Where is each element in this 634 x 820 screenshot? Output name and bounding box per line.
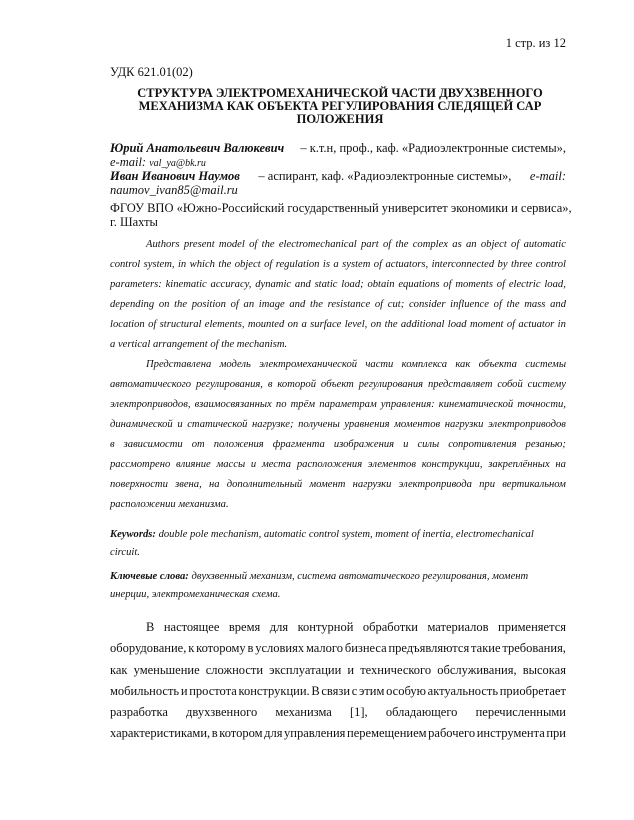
abstract-russian — [110, 355, 566, 515]
word: предъявляются — [388, 641, 470, 656]
word: electric — [508, 279, 541, 290]
word: the — [261, 239, 275, 250]
word: present — [183, 239, 215, 250]
word: дополнительный — [226, 479, 303, 490]
word: an — [466, 239, 477, 250]
word: места — [261, 459, 292, 470]
abstract-line: расположении механизма. — [110, 499, 229, 510]
word: on — [158, 299, 170, 310]
word: and — [550, 299, 566, 310]
word: moment — [469, 319, 504, 330]
affiliation — [110, 201, 572, 229]
body-paragraph — [110, 617, 566, 745]
word: время — [228, 620, 261, 634]
author-2-name: Иван Иванович Наумов — [110, 169, 240, 183]
word: in — [557, 319, 566, 330]
word: конструкции, — [421, 459, 483, 470]
word: в — [110, 439, 115, 450]
author-2-email-label: e-mail: — [529, 169, 566, 183]
word: of — [230, 299, 239, 310]
word: и — [347, 662, 355, 677]
word: control — [535, 259, 566, 270]
word: контурной — [297, 620, 354, 634]
word: position — [191, 299, 226, 310]
word: по — [275, 399, 287, 410]
title-line: ПОЛОЖЕНИЯ — [296, 112, 384, 126]
word: высокая — [522, 662, 566, 677]
word: сопротивления — [448, 439, 517, 450]
word: динамической — [110, 419, 173, 430]
word: load; — [341, 279, 364, 290]
word: управления — [284, 726, 346, 741]
word: момент — [309, 479, 346, 490]
author-2-desc: – аспирант, каф. «Радиоэлектронные системы», — [258, 169, 512, 183]
word: уравнения — [344, 419, 390, 430]
abstract-line — [110, 475, 566, 495]
abstract-line — [110, 315, 566, 335]
word: как — [110, 662, 128, 677]
word: настоящее — [163, 620, 220, 634]
word: обслуживания, — [437, 662, 517, 677]
word: влияние — [176, 459, 211, 470]
abstract-line — [110, 375, 566, 395]
word: фрагмента — [272, 439, 325, 450]
word: параметрам — [319, 399, 377, 410]
word: вертикальном — [502, 479, 566, 490]
word: level, — [344, 319, 368, 330]
word: эксплуатации — [269, 662, 342, 677]
word: electromechanical — [278, 239, 357, 250]
abstract-line: a vertical arrangement of the mechanism. — [110, 339, 288, 350]
word: нагрузки — [352, 479, 392, 490]
word: [1], — [349, 705, 368, 720]
word: актуальность — [427, 683, 499, 698]
word: характеристиками, — [110, 726, 211, 741]
word: расположения — [296, 459, 363, 470]
author-1 — [110, 141, 566, 171]
keywords-russian — [110, 568, 566, 604]
word: mass — [524, 299, 546, 310]
word: электромеханической — [259, 359, 358, 370]
author-1-email[interactable]: val_ya@bk.ru — [149, 158, 206, 169]
word: the — [174, 299, 188, 310]
word: взаимосвязанных — [194, 399, 272, 410]
word: в — [247, 641, 254, 656]
word: location — [110, 319, 145, 330]
body-line — [110, 660, 566, 681]
word: мобильность — [110, 683, 180, 698]
abstract-line — [110, 395, 566, 415]
word: при — [479, 479, 495, 490]
word: двухзвенного — [186, 705, 258, 720]
word: и — [250, 459, 257, 470]
word: объекта — [478, 359, 517, 370]
word: управления: — [380, 399, 435, 410]
word: moments — [455, 279, 493, 290]
word: actuators, — [385, 259, 429, 270]
word: моментов — [394, 419, 441, 430]
word: статической — [187, 419, 248, 430]
word: рабочего — [428, 726, 476, 741]
word: a — [301, 319, 307, 330]
abstract-line — [110, 235, 566, 255]
word: применяется — [498, 620, 566, 634]
word: нагрузки — [444, 419, 484, 430]
word: в — [267, 379, 273, 390]
word: зависимости — [123, 439, 183, 450]
word: by — [497, 259, 508, 270]
word: of — [374, 299, 384, 310]
word: перемещением — [347, 726, 427, 741]
word: связи — [321, 683, 351, 698]
word: электроприводов, — [110, 399, 191, 410]
word: image — [258, 299, 285, 310]
word: обработки — [362, 620, 418, 634]
abstract-line — [110, 455, 566, 475]
word: требования, — [502, 641, 566, 656]
word: систему — [527, 379, 566, 390]
word: простота — [189, 683, 237, 698]
word: the — [309, 299, 323, 310]
abstract-line — [110, 435, 566, 455]
word: automatic — [523, 239, 566, 250]
word: accuracy, — [210, 279, 252, 290]
word: and — [289, 299, 306, 310]
word: resistance — [327, 299, 371, 310]
word: the — [395, 239, 409, 250]
word: трём — [290, 399, 316, 410]
word: object — [480, 239, 507, 250]
word: influence — [450, 299, 489, 310]
abstract-line — [110, 275, 566, 295]
word: и — [177, 419, 183, 430]
word: of — [373, 259, 383, 270]
word: которому — [196, 641, 246, 656]
word: of — [506, 319, 516, 330]
author-1-email-label: e-mail: — [110, 155, 147, 169]
word: точности, — [517, 399, 566, 410]
word: of — [249, 239, 258, 250]
word: электроприводов — [488, 419, 566, 430]
word: of — [382, 239, 392, 250]
word: бизнеса — [344, 641, 387, 656]
word: такие — [471, 641, 501, 656]
word: which — [189, 259, 215, 270]
word: к — [188, 641, 195, 656]
word: материалов — [427, 620, 489, 634]
word: of — [264, 259, 273, 270]
word: mounted — [247, 319, 285, 330]
word: разработка — [110, 705, 168, 720]
affiliation-line: г. Шахты — [110, 215, 158, 229]
word: обладающего — [385, 705, 458, 720]
article-title — [110, 87, 570, 126]
word: of — [443, 279, 452, 290]
word: actuator — [518, 319, 555, 330]
affiliation-line: ФГОУ ВПО «Южно-Российский государственный университет экономики и сервиса», — [110, 201, 572, 215]
word: механизма — [275, 705, 332, 720]
word: рассмотрено — [110, 459, 171, 470]
word: закреплённых — [488, 459, 550, 470]
word: Authors — [146, 239, 180, 250]
word: с — [351, 683, 358, 698]
word: при — [546, 726, 566, 741]
word: on — [287, 319, 299, 330]
abstract-line — [110, 355, 566, 375]
word: additional — [400, 319, 445, 330]
word: and — [294, 279, 311, 290]
word: изображения — [333, 439, 395, 450]
word: уменьшение — [133, 662, 200, 677]
word: и — [403, 439, 409, 450]
word: system — [342, 259, 371, 270]
word: depending — [110, 299, 155, 310]
word: elements, — [204, 319, 245, 330]
word: three — [510, 259, 533, 270]
word: kinematic — [165, 279, 207, 290]
word: положения — [213, 439, 264, 450]
keywords-label: Ключевые слова: — [110, 571, 189, 582]
word: regulation — [275, 259, 320, 270]
word: массы — [216, 459, 246, 470]
word: и — [180, 683, 188, 698]
word: силы — [417, 439, 440, 450]
word: условиях — [255, 641, 305, 656]
word: объект — [320, 379, 354, 390]
word: конструкции. — [238, 683, 310, 698]
word: equations — [398, 279, 440, 290]
word: перечисленными — [475, 705, 566, 720]
word: части — [365, 359, 394, 370]
word: structural — [159, 319, 202, 330]
word: электропривода — [398, 479, 472, 490]
word: is — [322, 259, 330, 270]
word: as — [452, 239, 462, 250]
word: автоматического — [110, 379, 192, 390]
word: control — [110, 259, 141, 270]
word: the — [506, 299, 520, 310]
body-line — [110, 638, 566, 659]
abstract-line — [110, 415, 566, 435]
word: для — [264, 726, 283, 741]
title-line: СТРУКТУРА ЭЛЕКТРОМЕХАНИЧЕСКОЙ ЧАСТИ ДВУХЗВЕННОГО — [137, 86, 543, 100]
author-2 — [110, 169, 566, 197]
keywords-text: двухзвенный механизм, система автоматического регулирования, момент — [191, 571, 529, 582]
body-line — [110, 723, 566, 744]
word: на — [555, 459, 566, 470]
word: оборудование, — [110, 641, 187, 656]
keywords-text: double pole mechanism, automatic control system, moment of inertia, electromechanical — [158, 529, 534, 540]
word: сложности — [205, 662, 264, 677]
word: of — [496, 279, 506, 290]
word: of — [148, 319, 157, 330]
word: part — [361, 239, 379, 250]
keywords-english — [110, 526, 566, 562]
word: surface — [310, 319, 342, 330]
word: кинематической — [438, 399, 514, 410]
word: звена, — [175, 479, 202, 490]
word: этим — [358, 683, 385, 698]
word: собой — [497, 379, 523, 390]
abstract-line — [110, 255, 566, 275]
author-1-name: Юрий Анатольевич Валюкевич — [110, 141, 285, 155]
word: cut; — [387, 299, 405, 310]
word: on — [370, 319, 382, 330]
word: поверхности — [110, 479, 168, 490]
word: для — [269, 620, 289, 634]
body-line — [110, 617, 566, 638]
page-number: 1 стр. из 12 — [505, 36, 566, 50]
word: малого — [305, 641, 343, 656]
word: parameters: — [110, 279, 162, 290]
word: В — [146, 620, 155, 634]
word: регулирования, — [195, 379, 263, 390]
word: obtain — [367, 279, 395, 290]
word: модель — [219, 359, 251, 370]
word: complex — [412, 239, 449, 250]
word: приобретает — [499, 683, 566, 698]
word: object — [234, 259, 261, 270]
word: of — [493, 299, 502, 310]
word: consider — [408, 299, 446, 310]
author-1-desc: – к.т.н, проф., каф. «Радиоэлектронные системы», — [300, 141, 566, 155]
word: получены — [298, 419, 340, 430]
word: как — [455, 359, 471, 370]
author-2-email[interactable]: naumov_ivan85@mail.ru — [110, 183, 238, 197]
word: особую — [386, 683, 426, 698]
abstract-english — [110, 235, 566, 355]
word: элементов — [367, 459, 416, 470]
word: system, — [143, 259, 175, 270]
word: of — [511, 239, 520, 250]
word: котором — [219, 726, 263, 741]
keywords-label: Keywords: — [110, 529, 156, 540]
word: от — [191, 439, 205, 450]
word: interconnected — [431, 259, 495, 270]
word: нагрузке; — [252, 419, 294, 430]
word: load — [447, 319, 467, 330]
abstract-line — [110, 295, 566, 315]
word: инструмента — [476, 726, 545, 741]
word: системы — [525, 359, 566, 370]
word: Представлена — [146, 359, 212, 370]
word: load, — [544, 279, 566, 290]
word: представляет — [427, 379, 493, 390]
word: технического — [360, 662, 432, 677]
keywords-text: circuit. — [110, 547, 140, 558]
word: a — [333, 259, 339, 270]
word: комплекса — [401, 359, 448, 370]
word: резанью; — [525, 439, 566, 450]
word: the — [384, 319, 398, 330]
word: регулирования — [358, 379, 424, 390]
body-line — [110, 681, 566, 702]
word: static — [314, 279, 338, 290]
word: в — [211, 726, 218, 741]
word: an — [243, 299, 255, 310]
udk-code: УДК 621.01(02) — [110, 65, 193, 79]
word: которой — [277, 379, 317, 390]
word: the — [218, 259, 232, 270]
word: model — [218, 239, 245, 250]
title-line: МЕХАНИЗМА КАК ОБЪЕКТА РЕГУЛИРОВАНИЯ СЛЕДЯЩЕЙ САР — [138, 99, 542, 113]
word: in — [177, 259, 187, 270]
body-line — [110, 702, 566, 723]
word: dynamic — [255, 279, 292, 290]
word: на — [208, 479, 220, 490]
keywords-text: инерции, электромеханическая схема. — [110, 589, 281, 600]
word: В — [311, 683, 320, 698]
